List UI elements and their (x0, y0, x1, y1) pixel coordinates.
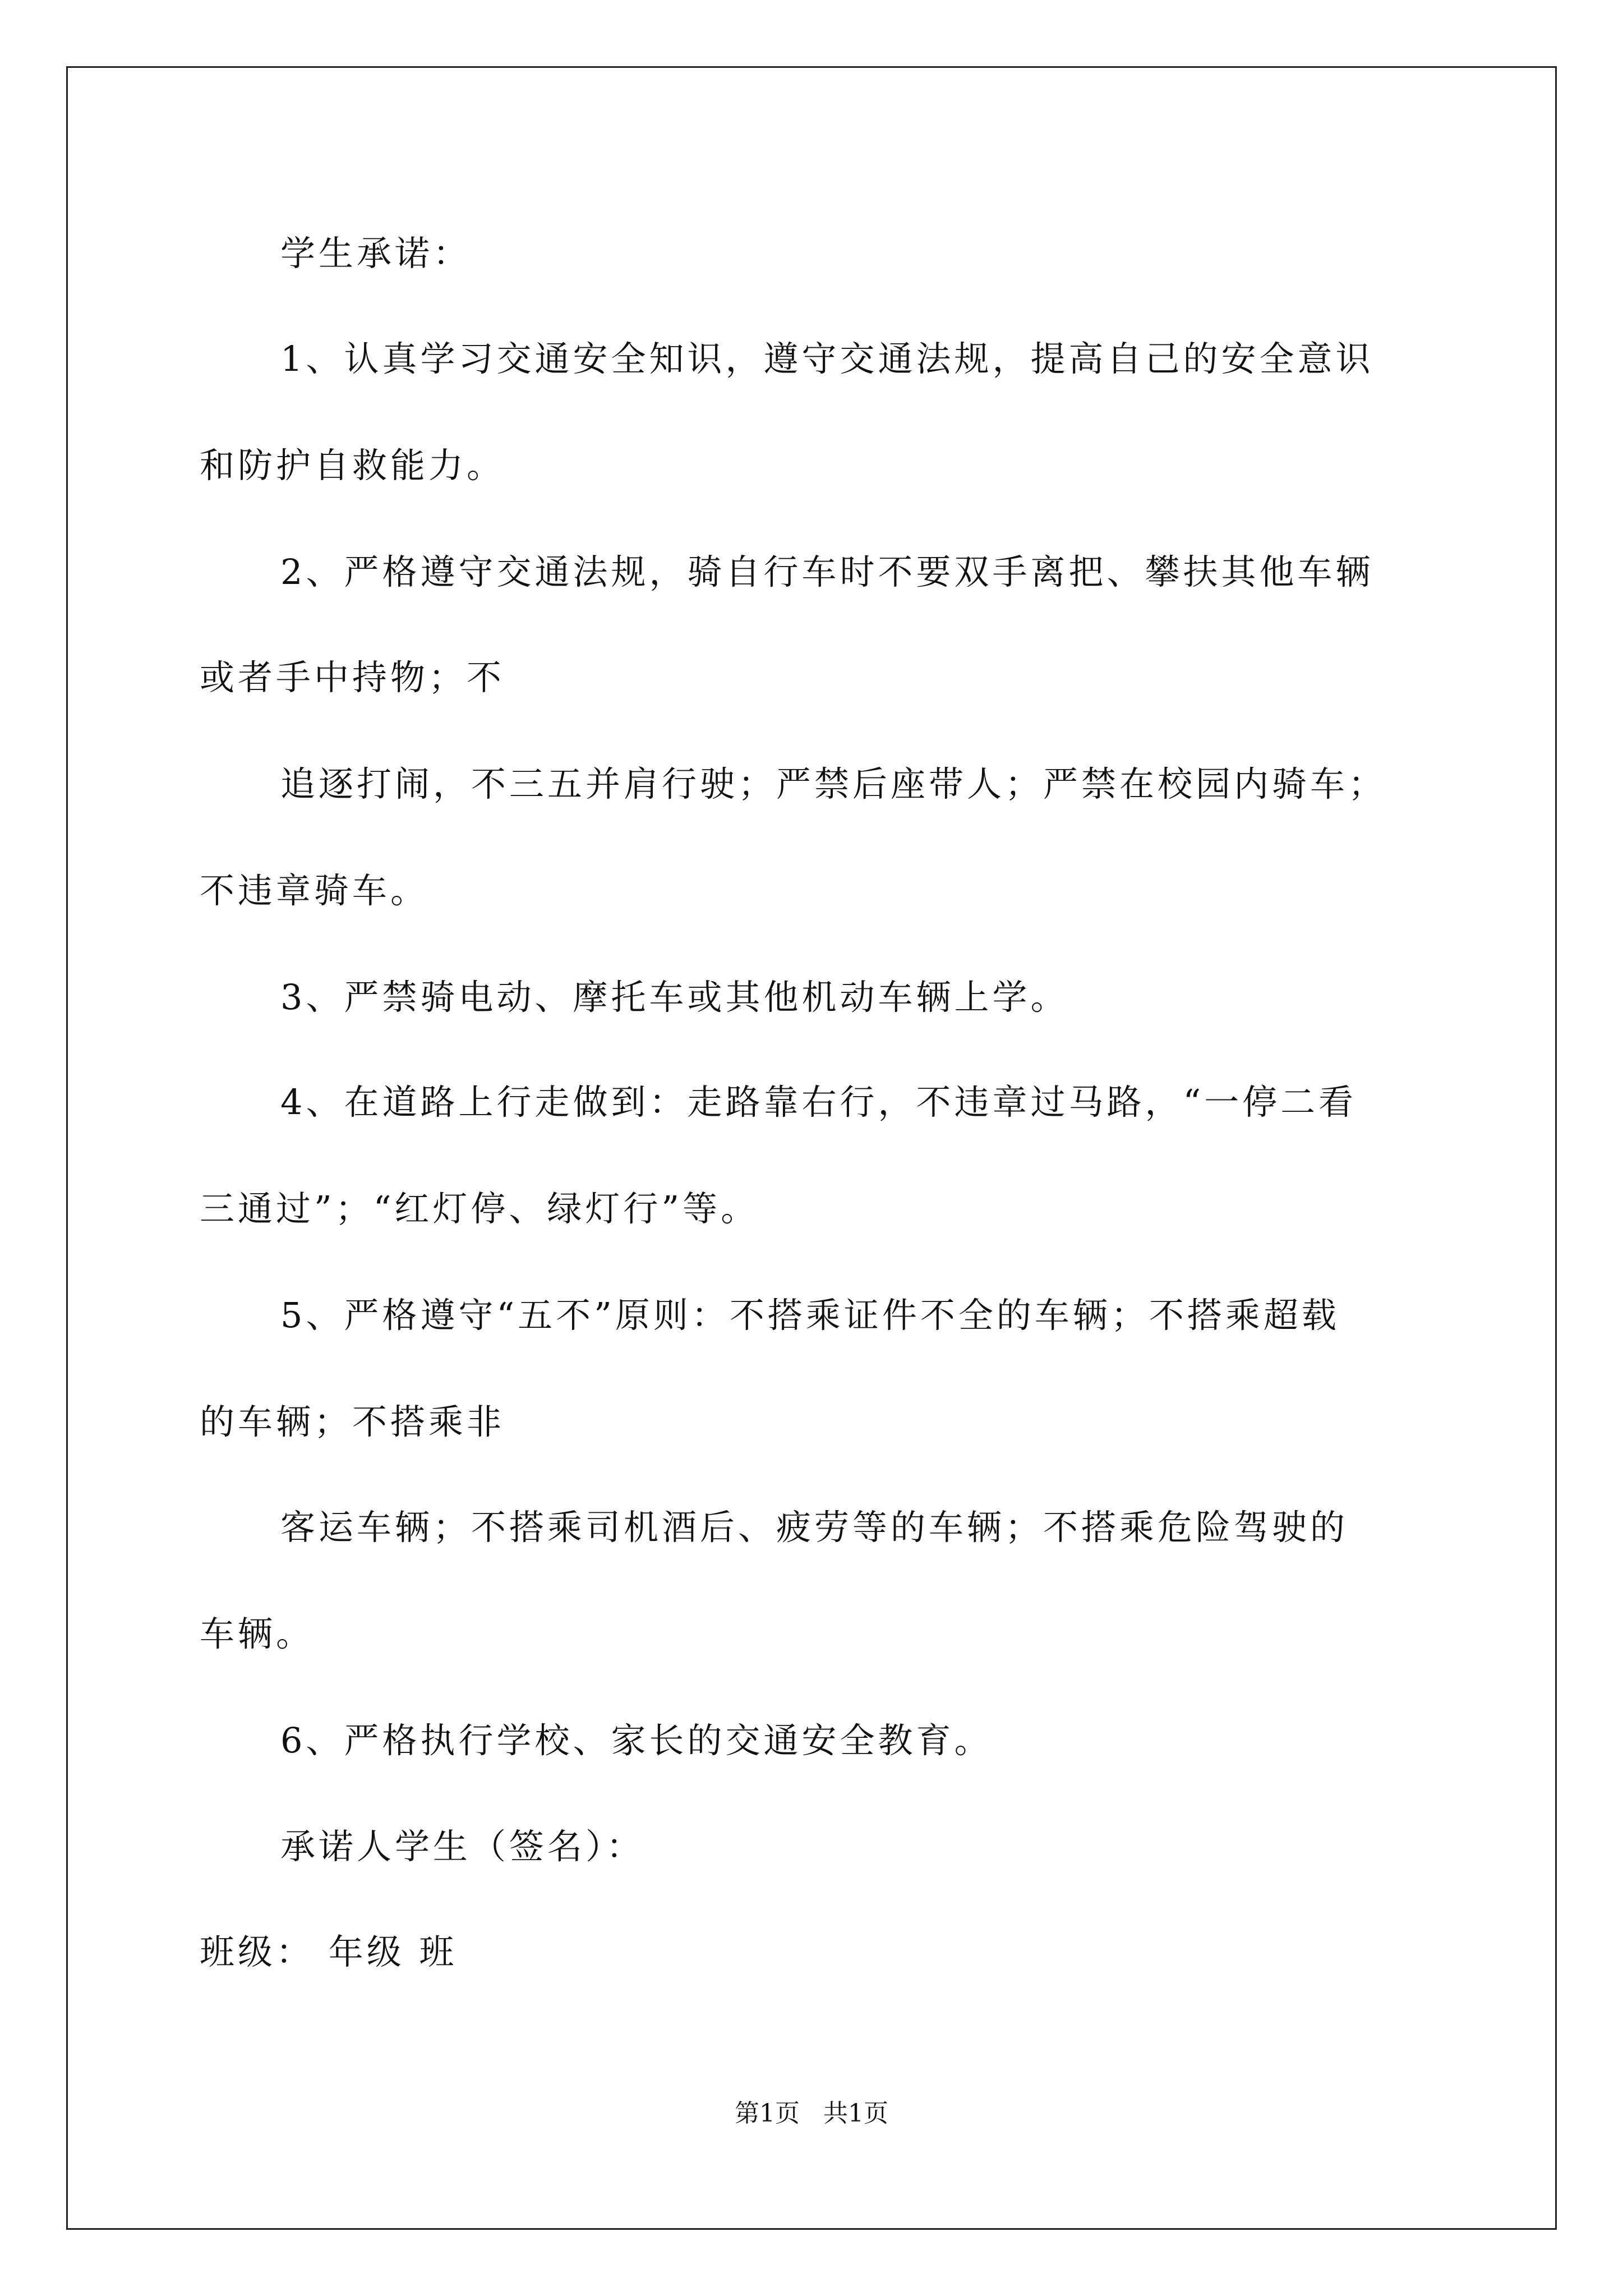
paragraph-line: 4、在道路上行走做到：走路靠右行，不违章过马路，“一停二看 (280, 1082, 1357, 1122)
paragraph-line: 三通过”；“红灯停、绿灯行”等。 (200, 1188, 759, 1229)
section-heading: 学生承诺： (280, 233, 472, 274)
paragraph-line: 车辆。 (200, 1613, 315, 1654)
paragraph-line: 3、严禁骑电动、摩托车或其他机动车辆上学。 (280, 977, 1069, 1018)
class-line: 班级： 年级 班 (200, 1931, 458, 1972)
paragraph-line: 不违章骑车。 (200, 870, 429, 911)
paragraph-line: 客运车辆；不搭乘司机酒后、疲劳等的车辆；不搭乘危险驾驶的 (280, 1507, 1349, 1548)
paragraph-line: 6、严格执行学校、家长的交通安全教育。 (280, 1720, 993, 1761)
paragraph-line: 追逐打闹，不三五并肩行驶；严禁后座带人；严禁在校园内骑车； (280, 763, 1387, 804)
paragraph-line: 5、严格遵守“五不”原则：不搭乘证件不全的车辆；不搭乘超载 (280, 1295, 1340, 1336)
paragraph-line: 或者手中持物；不 (200, 657, 505, 698)
page-border (66, 66, 1557, 2230)
paragraph-line: 1、认真学习交通安全知识，遵守交通法规，提高自己的安全意识 (280, 338, 1374, 379)
paragraph-line: 2、严格遵守交通法规，骑自行车时不要双手离把、攀扶其他车辆 (280, 551, 1374, 592)
paragraph-line: 和防护自救能力。 (200, 445, 505, 486)
signature-line: 承诺人学生（签名）： (280, 1826, 645, 1867)
page-number-footer: 第1页 共1页 (735, 2099, 888, 2128)
paragraph-line: 的车辆；不搭乘非 (200, 1401, 505, 1442)
